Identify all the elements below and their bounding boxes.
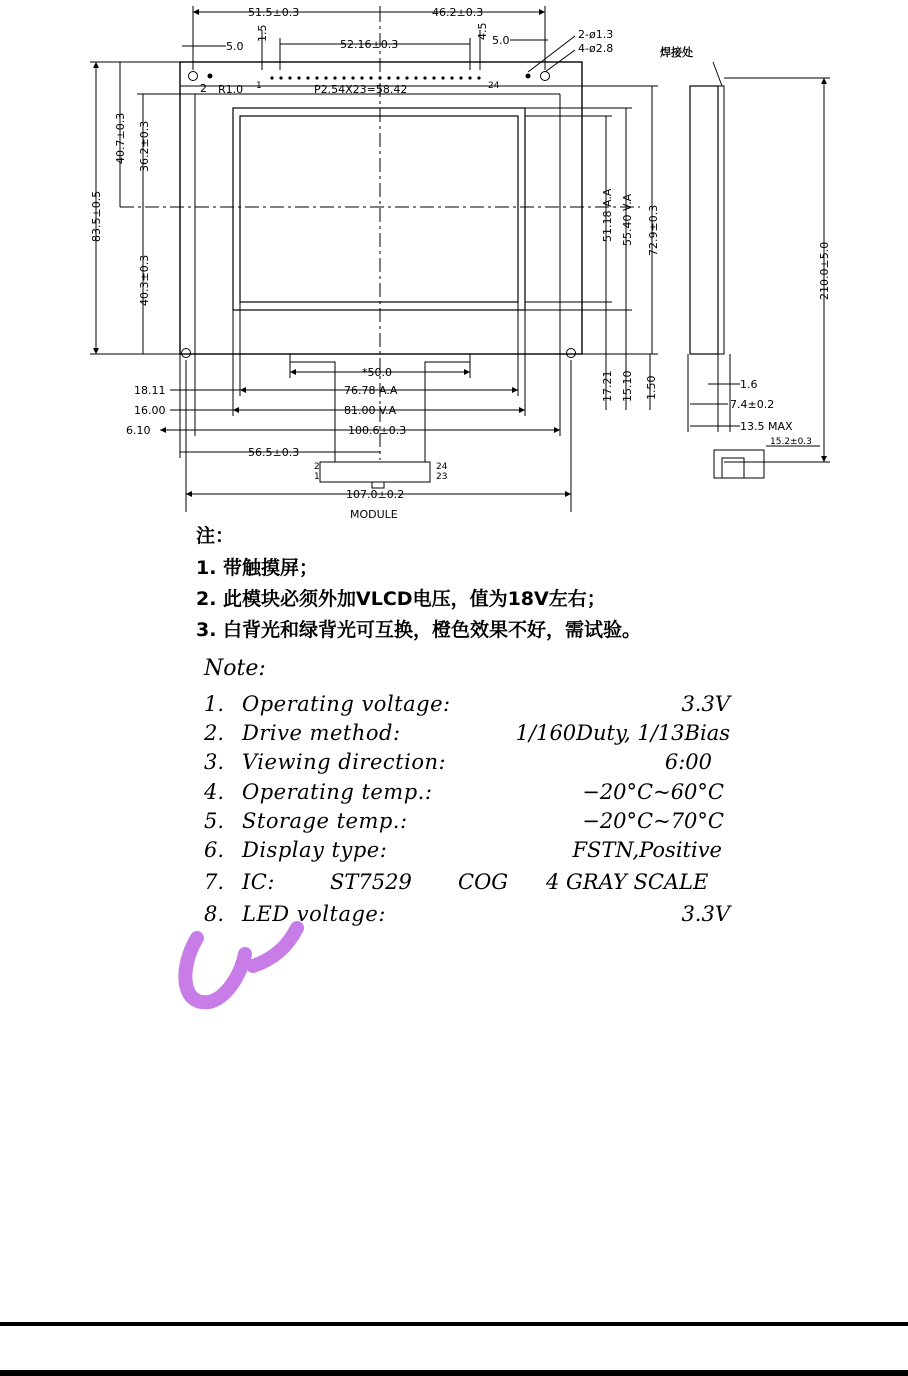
- note-value: 3.3V: [681, 692, 730, 716]
- note-value: 3.3V: [681, 902, 730, 926]
- note-label: IC:: [242, 870, 275, 894]
- note-num: 4.: [204, 780, 225, 804]
- pin-row: [270, 76, 480, 79]
- dim-4-5: 4.5: [476, 22, 489, 40]
- note-num: 5.: [204, 809, 225, 833]
- note-num: 7.: [204, 870, 225, 894]
- dim-36-2: 36.2±0.3: [138, 120, 151, 172]
- note-num: 3.: [204, 750, 225, 774]
- mounting-hole-top-left: [189, 72, 198, 81]
- lcd-module-mechanical-drawing: [0, 0, 908, 520]
- pin-2-label: 2: [200, 82, 207, 95]
- dim-51-5: 51.5±0.3: [248, 6, 300, 19]
- viewing-area-outline: [233, 108, 525, 310]
- dim-5-0-right: 5.0: [492, 34, 510, 47]
- dim-1-5: 1.5: [256, 24, 269, 42]
- note-label: Drive method:: [242, 721, 401, 745]
- dim-83-5: 83.5±0.5: [90, 190, 103, 242]
- note-label: Viewing direction:: [242, 750, 447, 774]
- note-label: Operating temp.:: [242, 780, 433, 804]
- note-num: 1.: [204, 692, 225, 716]
- note-value: 1/160Duty, 1/13Bias: [515, 721, 730, 745]
- note-row-ic: [204, 868, 734, 896]
- dim-56-5: 56.5±0.3: [248, 446, 300, 459]
- dim-7-4: 7.4±0.2: [730, 398, 775, 411]
- chinese-note-1: 1. 带触摸屏；: [196, 557, 319, 579]
- pin-24-label: 24: [488, 81, 500, 91]
- mounting-hole-bottom-right: [567, 349, 576, 358]
- dim-40-7: 40.7±0.3: [114, 112, 127, 164]
- watermark-logo: [175, 918, 315, 1018]
- note-value: −20°C~70°C: [582, 809, 724, 833]
- note-value: −20°C~60°C: [582, 780, 724, 804]
- ic-package-value: COG: [458, 870, 509, 894]
- chinese-note-3: 3. 白背光和绿背光可互换，橙色效果不好，需试验。: [196, 619, 642, 641]
- hole-small-label: 2-ø1.3: [578, 28, 614, 41]
- note-num: 6.: [204, 838, 225, 862]
- note-label: Display type:: [242, 838, 388, 862]
- note-row: [204, 690, 734, 718]
- dim-107-0: 107.0±0.2: [346, 488, 405, 501]
- dim-210-0: 210.0±5.0: [818, 241, 831, 300]
- dim-51-18-aa: 51.18 A.A: [601, 188, 614, 242]
- dim-17-21: 17.21: [601, 370, 614, 402]
- note-num: 8.: [204, 902, 225, 926]
- dim-40-3: 40.3±0.3: [138, 254, 151, 306]
- note-label: LED voltage:: [242, 902, 386, 926]
- chinese-note-2: 2. 此模块必须外加VLCD电压，值为18V左右；: [196, 588, 606, 610]
- note-value: 6:00: [664, 750, 712, 774]
- note-label: Storage temp.:: [242, 809, 408, 833]
- dim-5-0-left: 5.0: [226, 40, 244, 53]
- notes-title: Note:: [204, 656, 266, 681]
- note-value: FSTN,Positive: [572, 838, 722, 862]
- fpc-pin-1: 1: [314, 472, 320, 482]
- dim-1-6: 1.6: [740, 378, 758, 391]
- mounting-hole-top-right: [541, 72, 550, 81]
- active-area-outline: [240, 116, 518, 302]
- dim-100-6: 100.6±0.3: [348, 424, 407, 437]
- note-label: Operating voltage:: [242, 692, 451, 716]
- dim-46-2: 46.2±0.3: [432, 6, 484, 19]
- note-row: [204, 748, 734, 776]
- hole-large-label: 4-ø2.8: [578, 42, 614, 55]
- weld-point-label: 焊接处: [660, 46, 693, 59]
- note-row: [204, 836, 734, 864]
- cut-off-label: MODULE: [350, 508, 398, 520]
- dim-16-00: 16.00: [134, 404, 166, 417]
- dim-6-10: 6.10: [126, 424, 151, 437]
- radius-label: R1.0: [218, 83, 244, 96]
- side-view: [688, 62, 830, 478]
- footer-rule-top: [0, 1322, 908, 1326]
- note-num: 2.: [204, 721, 225, 745]
- dim-15-2: 15.2±0.3: [770, 437, 812, 447]
- dim-72-9: 72.9±0.3: [647, 204, 660, 256]
- pin-1-label: 1: [256, 81, 262, 91]
- dim-13-5: 13.5 MAX: [740, 420, 793, 433]
- mounting-hole-bottom-left: [182, 349, 191, 358]
- footer-rule-bottom: [0, 1370, 908, 1376]
- dim-76-78-aa: 76.78 A.A: [344, 384, 398, 397]
- fpc-pin-2: 2: [314, 462, 320, 472]
- dim-81-00-va: 81.00 V.A: [344, 404, 397, 417]
- ic-gray-scale-value: 4 GRAY SCALE: [546, 870, 709, 894]
- note-row: [204, 778, 734, 806]
- fpc-pin-23: 23: [436, 472, 448, 482]
- dim-18-11: 18.11: [134, 384, 166, 397]
- dim-52-16: 52.16±0.3: [340, 38, 399, 51]
- pitch-label: P2.54X23=58.42: [314, 83, 408, 96]
- dim-15-10: 15.10: [621, 370, 634, 402]
- dim-1-50: 1.50: [645, 375, 658, 400]
- ic-chip-value: ST7529: [330, 870, 412, 894]
- note-row: [204, 719, 734, 747]
- chinese-notes-title: 注：: [196, 525, 235, 547]
- fpc-pin-24: 24: [436, 462, 448, 472]
- dim-50-0: *50.0: [362, 366, 392, 379]
- dim-55-40-va: 55.40 V.A: [621, 193, 634, 246]
- note-row: [204, 807, 734, 835]
